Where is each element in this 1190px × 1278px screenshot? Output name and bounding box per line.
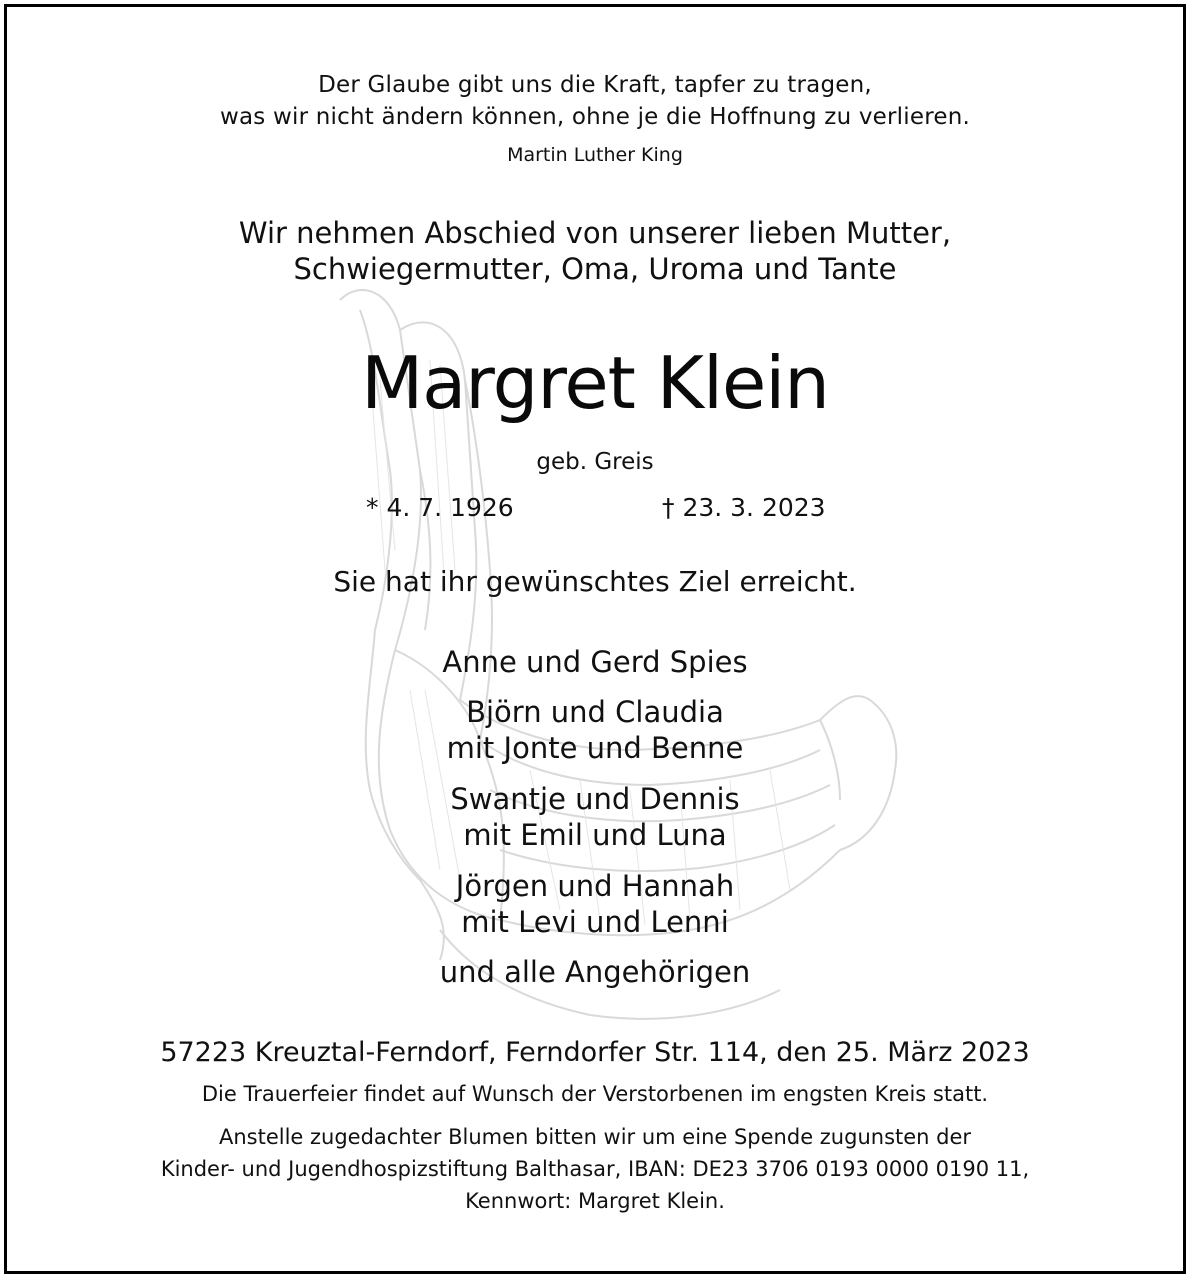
family-line: Anne und Gerd Spies [442,645,748,679]
family-line: Jörgen und Hannah [455,869,735,903]
deceased-name: Margret Klein [361,341,829,425]
address-line: 57223 Kreuztal-Ferndorf, Ferndorfer Str. 114, den 25. März 2023 [160,1037,1030,1068]
ceremony-info: Die Trauerfeier findet auf Wunsch der Verstorbenen im engsten Kreis statt. [201,1082,989,1106]
maiden-name: geb. Greis [536,449,654,475]
family-line: mit Emil und Luna [463,818,727,852]
family-line: Swantje und Dennis [450,782,740,816]
motto: Sie hat ihr gewünschtes Ziel erreicht. [333,565,857,598]
farewell-line-2: Schwiegermutter, Oma, Uroma und Tante [293,252,897,286]
quote-author: Martin Luther King [507,144,683,166]
family-line: und alle Angehörigen [439,955,751,989]
death-date: † 23. 3. 2023 [662,493,826,522]
family-line: mit Jonte und Benne [446,731,744,765]
family-line: mit Levi und Lenni [461,905,729,939]
birth-date: * 4. 7. 1926 [366,493,514,522]
donation-line-1: Anstelle zugedachter Blumen bitten wir um eine Spende zugunsten der [218,1125,972,1149]
family-line: Björn und Claudia [466,695,724,729]
donation-line-2: Kinder- und Jugendhospizstiftung Balthasar, IBAN: DE23 3706 0193 0000 0190 11, [160,1157,1030,1181]
quote-line-1: Der Glaube gibt uns die Kraft, tapfer zu tragen, [318,72,872,98]
farewell-line-1: Wir nehmen Abschied von unserer lieben Mutter, [238,216,952,250]
quote-line-2: was wir nicht ändern können, ohne je die Hoffnung zu verlieren. [219,104,970,130]
donation-line-3: Kennwort: Margret Klein. [465,1189,725,1213]
